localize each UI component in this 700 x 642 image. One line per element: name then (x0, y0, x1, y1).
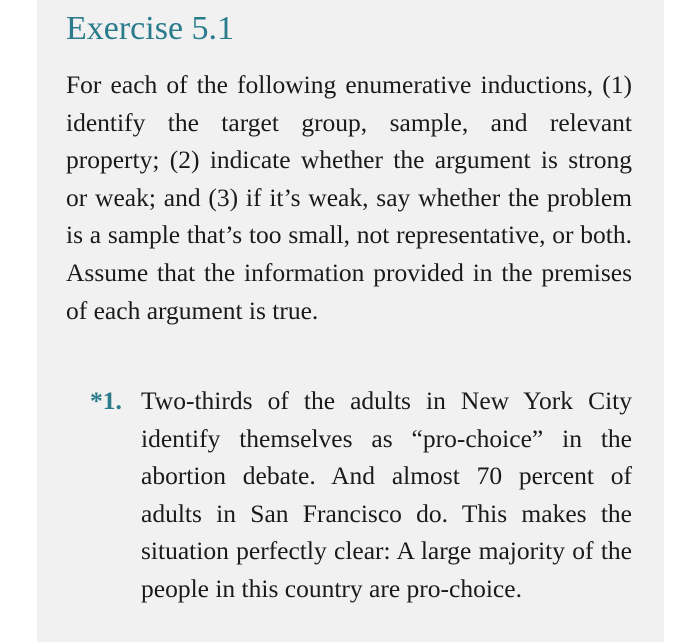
exercise-text: Two-thirds of the adults in New York City identify themselves as “pro-choice” in the abortion debate. And almost 70 percent of adults in San Francisco do. This makes the situation perfectly clear: A large majority of the people in this country are pro-choice. (141, 386, 632, 603)
textbook-page (37, 0, 664, 642)
exercise-item (90, 382, 632, 608)
exercise-number: *1. (90, 386, 122, 415)
exercise-instructions: For each of the following enumerative inductions, (1) identify the target group, sample, and relevant property; (2) indicate whether the argument is strong or weak; and (3) if it’s weak, say whether the problem is a sample that’s too small, not representative, or both. Assume that the information provided in the premises of each argument is true. (66, 70, 632, 325)
exercise-heading: Exercise 5.1 (66, 10, 235, 47)
